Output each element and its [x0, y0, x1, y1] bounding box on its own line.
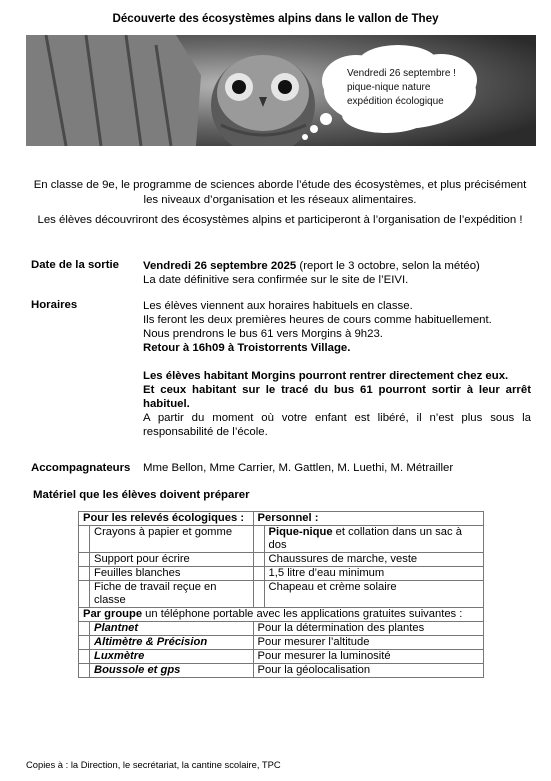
owl-banner-photo — [26, 35, 536, 146]
app-use: Pour mesurer la luminosité — [253, 650, 483, 664]
date-bold: Vendredi 26 septembre 2025 — [143, 260, 297, 272]
materiel-table — [78, 511, 484, 678]
app-use: Pour la géolocalisation — [253, 664, 483, 678]
table-row — [79, 567, 484, 581]
table-header-row — [79, 512, 484, 526]
table-cell: Chapeau et crème solaire — [264, 581, 483, 608]
table-cell: Fiche de travail reçue en classe — [90, 581, 254, 608]
app-use: Pour la détermination des plantes — [253, 622, 483, 636]
table-row — [79, 608, 484, 622]
intro-paragraph-1 — [20, 178, 540, 208]
horaires-text — [143, 299, 531, 439]
intro-line: En classe de 9e, le programme de sciences aborde l’étude des écosystèmes, et plus précisément — [33, 179, 527, 191]
date-confirm: La date définitive sera confirmée sur le site de l’EIVI. — [143, 274, 409, 286]
table-row — [79, 581, 484, 608]
accompagnateurs-names: Mme Bellon, Mme Carrier, M. Gattlen, M. Luethi, M. Métrailler — [143, 462, 454, 474]
table-row — [79, 622, 484, 636]
horaires-line: Les élèves viennent aux horaires habituels en classe. — [143, 300, 413, 312]
horaires-line: Les élèves habitant Morgins pourront rentrer directement chez eux. — [143, 370, 509, 382]
table-row — [79, 664, 484, 678]
horaires-line: Nous prendrons le bus 61 vers Morgins à 9h23. — [143, 328, 383, 340]
app-use: Pour mesurer l’altitude — [253, 636, 483, 650]
footer-copies: Copies à : la Direction, le secrétariat, la cantine scolaire, TPC — [26, 759, 281, 770]
table-cell: 1,5 litre d’eau minimum — [264, 567, 483, 581]
document-title: Découverte des écosystèmes alpins dans le vallon de They — [112, 12, 439, 25]
cloud-line: pique-nique nature — [347, 82, 431, 93]
app-name: Plantnet — [90, 622, 254, 636]
intro-line: les niveaux d’organisation et les réseaux alimentaires. — [143, 194, 417, 206]
table-row — [79, 526, 484, 553]
table-row — [79, 650, 484, 664]
date-label: Date de la sortie — [31, 259, 119, 271]
col1-header: Pour les relevés écologiques : — [79, 512, 254, 526]
table-cell: Support pour écrire — [90, 553, 254, 567]
group-cell: Par groupe un téléphone portable avec les applications gratuites suivantes : — [79, 608, 484, 622]
horaires-line: A partir du moment où votre enfant est libéré, il n’est plus sous la responsabilité de l’école. — [143, 412, 531, 438]
cloud-line: expédition écologique — [347, 96, 444, 107]
horaires-line: Ils feront les deux premières heures de cours comme habituellement. — [143, 314, 492, 326]
materiel-heading: Matériel que les élèves doivent préparer — [33, 489, 250, 501]
app-name: Luxmètre — [90, 650, 254, 664]
table-cell: Pique-nique et collation dans un sac à dos — [264, 526, 483, 553]
app-name: Altimètre & Précision — [90, 636, 254, 650]
table-row — [79, 553, 484, 567]
horaires-line: Retour à 16h09 à Troistorrents Village. — [143, 342, 351, 354]
intro-paragraph-2: Les élèves découvriront des écosystèmes alpins et participeront à l’organisation de l’expédition ! — [37, 214, 523, 226]
app-name: Boussole et gps — [90, 664, 254, 678]
table-cell: Chaussures de marche, veste — [264, 553, 483, 567]
col2-header: Personnel : — [253, 512, 483, 526]
owl-illustration — [26, 35, 536, 146]
cloud-line: Vendredi 26 septembre ! — [347, 68, 456, 79]
thought-cloud-text — [347, 67, 456, 109]
date-text — [143, 259, 531, 287]
table-cell: Feuilles blanches — [90, 567, 254, 581]
horaires-label: Horaires — [31, 299, 78, 311]
table-cell: Crayons à papier et gomme — [90, 526, 254, 553]
accompagnateurs-label: Accompagnateurs — [31, 462, 131, 474]
date-note: (report le 3 octobre, selon la météo) — [296, 260, 480, 272]
table-row — [79, 636, 484, 650]
horaires-line: Et ceux habitant sur le tracé du bus 61 pourront sortir à leur arrêt habituel. — [143, 384, 531, 410]
